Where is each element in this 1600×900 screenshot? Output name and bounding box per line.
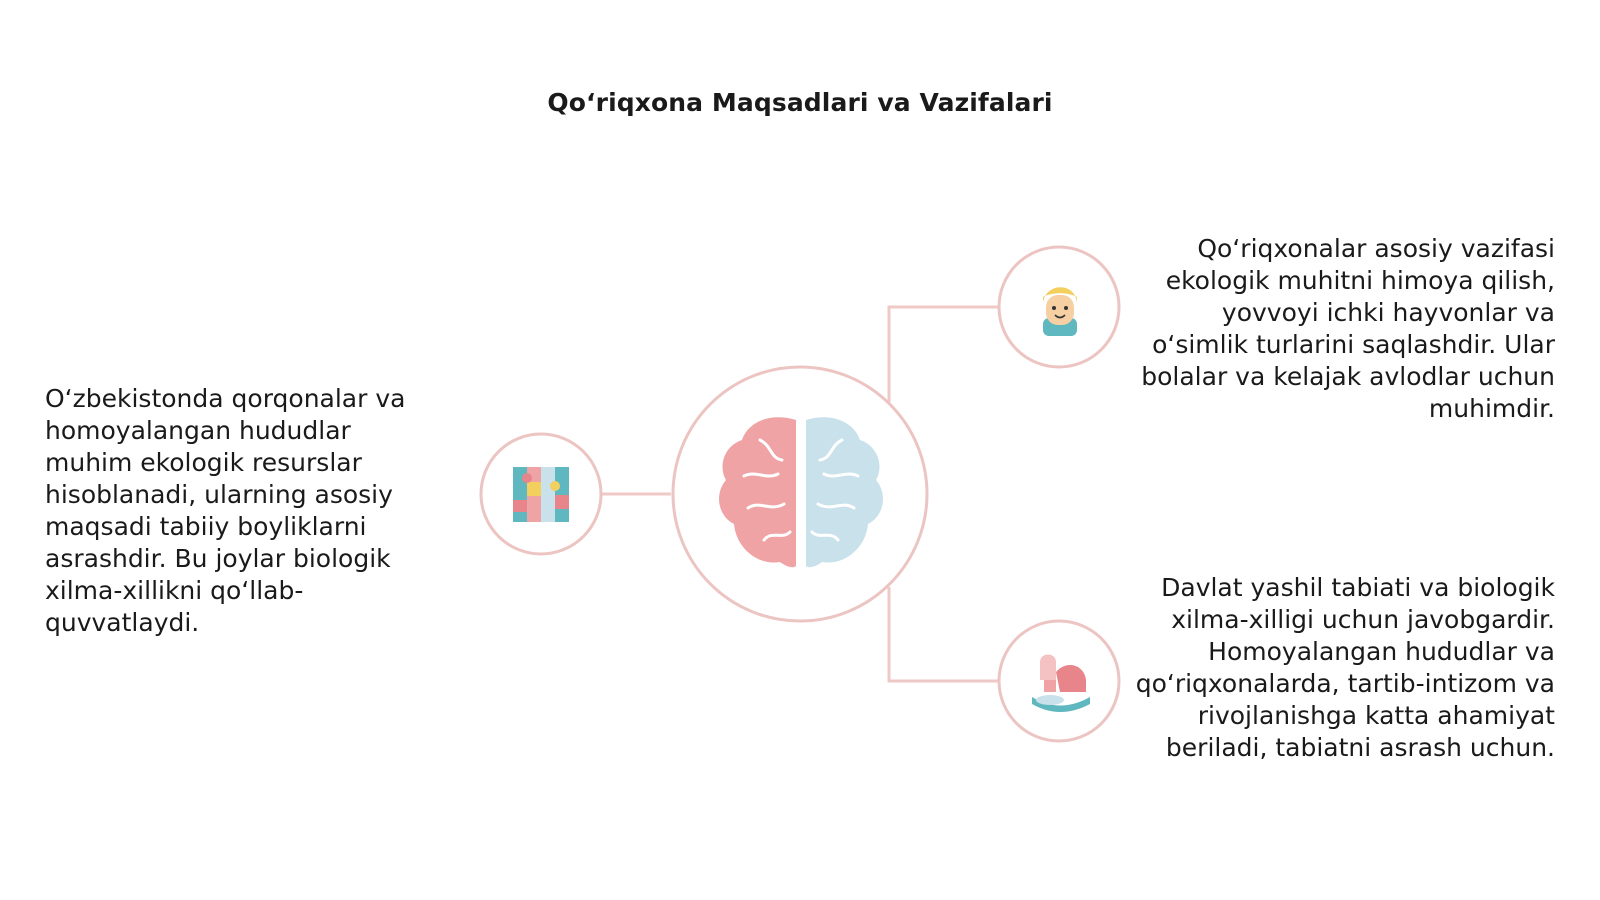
right-bottom-description: Davlat yashil tabiati va biologik xilma-xilligi uchun javobgardir. Homoyalangan hududlar va qo‘riqxonalarda, tartib-intizom va rivojlanishga katta ahamiyat beriladi, tabiatni asrash uchun. (1135, 573, 1555, 762)
center-node (673, 367, 927, 621)
right-bottom-node (999, 621, 1119, 741)
left-node (481, 434, 601, 554)
puzzle-blocks-icon (513, 467, 569, 522)
page-title: Qo‘riqxona Maqsadlari va Vazifalari (547, 88, 1053, 117)
right-top-node (999, 247, 1119, 367)
left-description: O‘zbekistonda qorqonalar va homoyalangan hududlar muhim ekologik resurslar hisoblanadi, ularning asosiy maqsadi tabiiy boyliklarni asrashdir. Bu joylar biologik xilma-xillikni qo‘llab-quvvatlaydi. (45, 384, 406, 637)
right-top-description: Qo‘riqxonalar asosiy vazifasi ekologik muhitni himoya qilish, yovvoyi ichki hayvonlar va o‘simlik turlarini saqlashdir. Ular bolalar va kelajak avlodlar uchun muhimdir. (1141, 234, 1555, 423)
connector-right-top (889, 307, 998, 402)
connector-right-bottom (889, 587, 998, 681)
